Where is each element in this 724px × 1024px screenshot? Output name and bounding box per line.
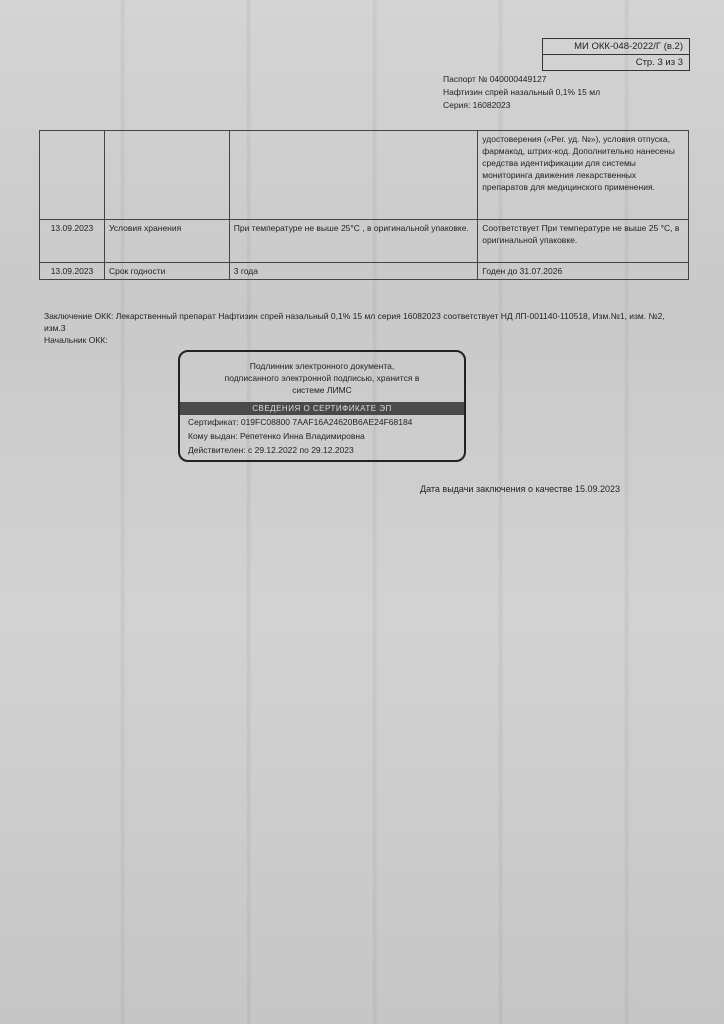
certificate-header-bar: СВЕДЕНИЯ О СЕРТИФИКАТЕ ЭП: [180, 402, 464, 415]
cell-date: 13.09.2023: [40, 263, 105, 280]
issue-date: Дата выдачи заключения о качестве 15.09.2023: [420, 484, 620, 494]
cell-result: Годен до 31.07.2026: [478, 263, 689, 280]
cell-requirement: При температуре не выше 25°С , в оригинальной упаковке.: [229, 220, 478, 263]
cell-param: [104, 131, 229, 220]
batch-number: Серия: 16082023: [443, 100, 511, 110]
certificate-owner: Кому выдан: Репетенко Инна Владимировна: [188, 431, 365, 441]
cell-param: Условия хранения: [104, 220, 229, 263]
cell-date: 13.09.2023: [40, 220, 105, 263]
page-number: Стр. 3 из 3: [543, 54, 689, 70]
table-row: [40, 263, 689, 280]
passport-block: [443, 73, 600, 112]
document-code: МИ ОКК-048-2022/Г (в.2): [574, 41, 683, 52]
stamp-line: системе ЛИМС: [292, 385, 352, 395]
conclusion-block: [44, 310, 684, 346]
cell-date: [40, 131, 105, 220]
head-signature-label: Начальник ОКК:: [44, 335, 108, 345]
cell-result: удостоверения («Рег. уд. №»), условия отпуска, фармакод, штрих-код. Дополнительно нанесены средства идентификации для системы мониторинга движения лекарственных препаратов для медицинского применения.: [478, 131, 689, 220]
stamp-line: подписанного электронной подписью, хранится в: [224, 373, 420, 383]
spec-table: [39, 130, 689, 280]
product-name: Нафтизин спрей назальный 0,1% 15 мл: [443, 87, 601, 97]
certificate-id: Сертификат: 019FC08800 7AAF16A24620B6AE24F68184: [188, 417, 413, 427]
table-row: [40, 220, 689, 263]
passport-number: Паспорт № 040000449127: [443, 74, 547, 84]
cell-param: Срок годности: [104, 263, 229, 280]
table-row: [40, 131, 689, 220]
cell-requirement: [229, 131, 478, 220]
cell-requirement: 3 года: [229, 263, 478, 280]
cell-result: Соответствует При температуре не выше 25 °С, в оригинальной упаковке.: [478, 220, 689, 263]
certificate-validity: Действителен: с 29.12.2022 по 29.12.2023: [188, 445, 354, 455]
e-signature-stamp: [178, 350, 466, 462]
document-code-box: [542, 38, 690, 71]
conclusion-text: Заключение ОКК: Лекарственный препарат Нафтизин спрей назальный 0,1% 15 мл серия 16082023 соответствует НД ЛП-001140-110518, Изм.№1, изм. №2, изм.3: [44, 311, 665, 333]
stamp-line: Подлинник электронного документа,: [249, 361, 395, 371]
